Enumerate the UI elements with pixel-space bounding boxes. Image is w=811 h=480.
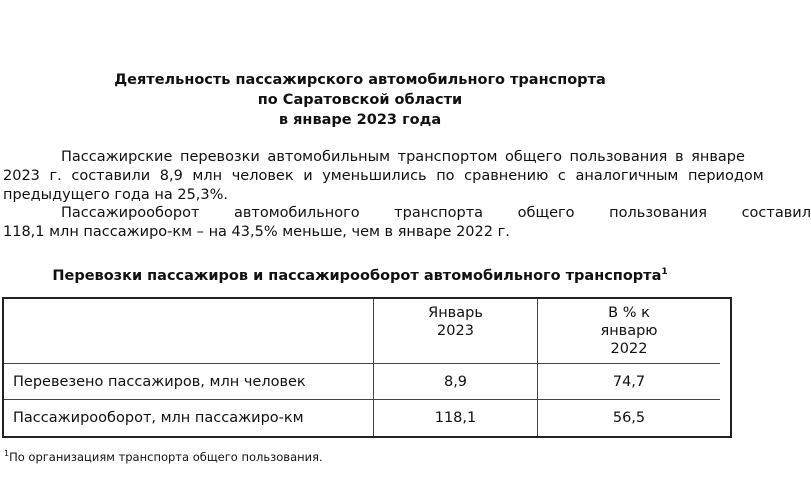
row-value-passengers-pct: 74,7 bbox=[612, 374, 646, 390]
document-title-line-1: Деятельность пассажирского автомобильного транспорта bbox=[114, 72, 606, 88]
row-label-passenger-turnover: Пассажирооборот, млн пассажиро-км bbox=[13, 410, 304, 426]
column-header-percent-of-2022 bbox=[538, 304, 720, 358]
footnote-text: По организациям транспорта общего пользования. bbox=[9, 450, 323, 464]
column-header-line: 2022 bbox=[610, 341, 648, 357]
document-title-line-3: в январе 2023 года bbox=[278, 112, 442, 128]
paragraph-1-line-3: предыдущего года на 25,3%. bbox=[3, 187, 229, 203]
row-value-turnover-jan2023: 118,1 bbox=[434, 410, 477, 426]
paragraph-1-line-2: 2023 г. составили 8,9 млн человек и уменьшились по сравнению с аналогичным периодом bbox=[3, 168, 764, 184]
footnote bbox=[4, 446, 323, 465]
paragraph-2-line-1: Пассажирооборот автомобильного транспорта общего пользования составил bbox=[61, 205, 811, 221]
column-header-january-2023 bbox=[374, 304, 537, 340]
footnote-mark: 1 bbox=[4, 449, 10, 458]
paragraph-1-line-1: Пассажирские перевозки автомобильным транспортом общего пользования в январе bbox=[61, 149, 745, 165]
paragraph-2-line-2: 118,1 млн пассажиро-км – на 43,5% меньше, чем в январе 2022 г. bbox=[3, 224, 510, 240]
table-title-text: Перевозки пассажиров и пассажирооборот автомобильного транспорта bbox=[52, 268, 662, 284]
row-value-passengers-jan2023: 8,9 bbox=[443, 374, 468, 390]
row-value-turnover-pct: 56,5 bbox=[612, 410, 646, 426]
document-title-line-2: по Саратовской области bbox=[257, 92, 463, 108]
table-title bbox=[0, 262, 720, 286]
table-divider bbox=[4, 363, 720, 364]
column-header-line: В % к bbox=[608, 305, 650, 321]
row-label-passengers: Перевезено пассажиров, млн человек bbox=[13, 374, 306, 390]
column-header-line: Январь bbox=[428, 305, 483, 321]
table-title-footnote-mark: 1 bbox=[661, 267, 668, 277]
table-divider bbox=[4, 399, 720, 400]
column-header-line: 2023 bbox=[437, 323, 474, 339]
column-header-line: январю bbox=[600, 323, 658, 339]
